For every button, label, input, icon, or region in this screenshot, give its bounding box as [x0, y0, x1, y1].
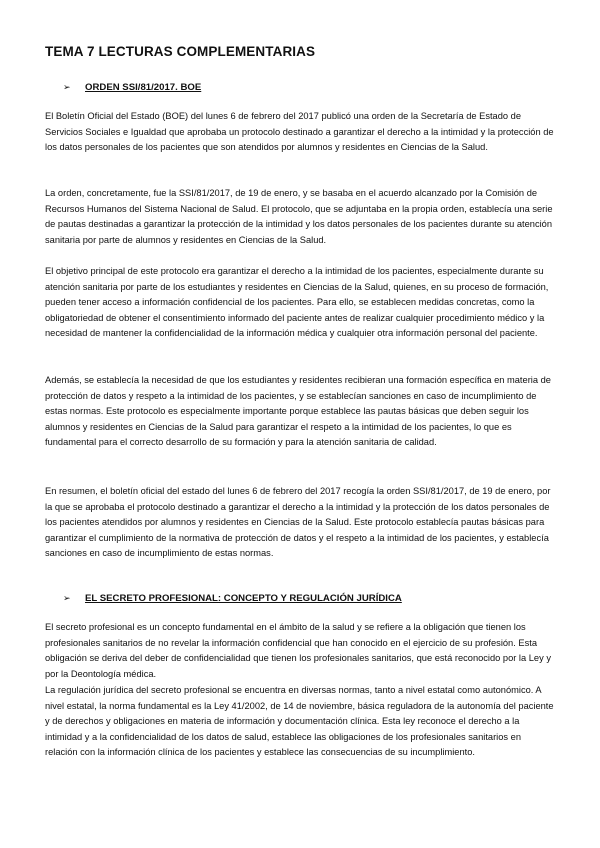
section-heading-orden	[63, 82, 201, 93]
section-heading-label: ORDEN SSI/81/2017. BOE	[85, 82, 202, 93]
paragraph: En resumen, el boletín oficial del estado del lunes 6 de febrero del 2017 recogía la orden SSI/81/2017, de 19 de enero, por la que se aprobaba el protocolo destinado a garantizar el derecho a la intimidad y la protección de los datos personales de los pacientes atendidos por alumnos y residentes en Ciencias de la Salud. Este protocolo establecía pautas básicas para garantizar el cumplimiento de la normativa de protección de datos y el respeto a la intimidad de los pacientes, y establecía sanciones en caso de incumplimiento de estas normas.	[45, 486, 551, 559]
paragraph: Además, se establecía la necesidad de que los estudiantes y residentes recibieran una formación específica en materia de protección de datos y respeto a la intimidad de los pacientes, y se establecían sanciones en caso de incumplimiento de estas normas. Este protocolo es especialmente importante porque establece las pautas básicas que deben seguir los alumnos y residentes en Ciencias de la Salud para garantizar el respeto a la intimidad de los pacientes, lo que es fundamental para el correcto desarrollo de su formación y para la atención sanitaria de calidad.	[45, 375, 551, 448]
arrow-bullet-icon: ➢	[63, 593, 71, 603]
section-heading-secreto	[63, 593, 402, 604]
paragraph: El Boletín Oficial del Estado (BOE) del lunes 6 de febrero del 2017 publicó una orden de la Secretaría de Estado de Servicios Sociales e Igualdad que aprobaba un protocolo destinado a garantizar el derecho a la intimidad y la protección de los datos personales de los pacientes que son atendidos por alumnos y residentes en Ciencias de la Salud.	[45, 111, 554, 153]
page-title: TEMA 7 LECTURAS COMPLEMENTARIAS	[45, 44, 316, 59]
section-heading-label: EL SECRETO PROFESIONAL: CONCEPTO Y REGULACIÓN JURÍDICA	[85, 593, 402, 604]
arrow-bullet-icon: ➢	[63, 82, 71, 92]
paragraph: La regulación jurídica del secreto profesional se encuentra en diversas normas, tanto a nivel estatal como autonómico. A nivel estatal, la norma fundamental es la Ley 41/2002, de 14 de noviembre, básica reguladora de la autonomía del paciente y de derechos y obligaciones en materia de información y documentación clínica. Esta ley reconoce el derecho a la intimidad y a la confidencialidad de los datos de salud, establece las obligaciones de los profesionales sanitarios en relación con la información clínica de los pacientes y establece las consecuencias de su incumplimiento.	[45, 685, 554, 758]
paragraph: La orden, concretamente, fue la SSI/81/2017, de 19 de enero, y se basaba en el acuerdo alcanzado por la Comisión de Recursos Humanos del Sistema Nacional de Salud. El protocolo, que se adjuntaba en la propia orden, establecía una serie de pautas destinadas a garantizar la protección de la intimidad y los datos personales de los pacientes durante su atención sanitaria por parte de alumnos y residentes en Ciencias de la Salud.	[45, 188, 553, 245]
paragraph: El secreto profesional es un concepto fundamental en el ámbito de la salud y se refiere a la obligación que tienen los profesionales sanitarios de no revelar la información confidencial que han conocido en el ejercicio de su profesión. Esta obligación se deriva del deber de confidencialidad que tienen los profesionales sanitarios, que está reconocido por la Ley y por la Deontología médica.	[45, 622, 551, 679]
paragraph: El objetivo principal de este protocolo era garantizar el derecho a la intimidad de los pacientes, especialmente durante su atención sanitaria por parte de los estudiantes y residentes en Ciencias de la Salud, quienes, en su proceso de formación, pueden tener acceso a información confidencial de los pacientes. Para ello, se establecen medidas concretas, como la obligatoriedad de obtener el consentimiento informado del paciente antes de realizar cualquier procedimiento médico y la necesidad de mantener la confidencialidad de la información médica y cualquier otra información personal del paciente.	[45, 266, 549, 339]
